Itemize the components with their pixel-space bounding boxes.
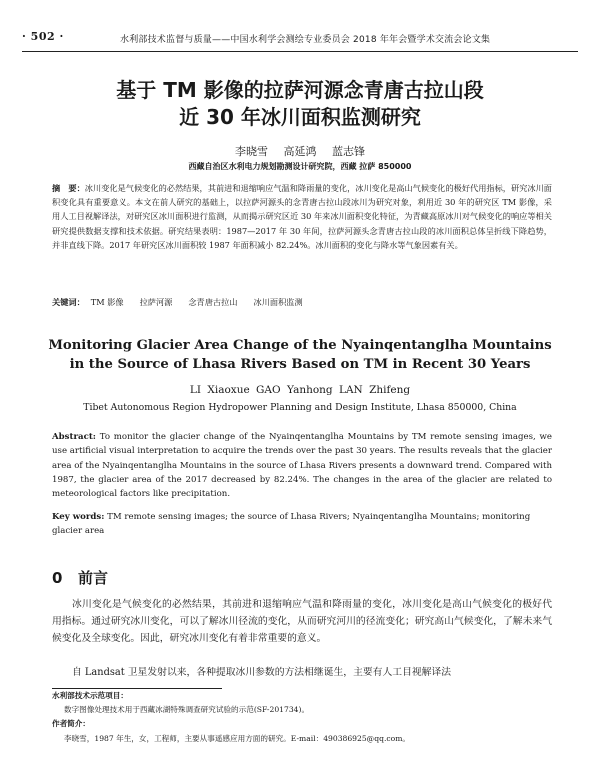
abstract-en-text: To monitor the glacier change of the Nyainqentanglha Mountains by TM remote sensing images, we use artificial visual interpretation to acquire the trends over the past 30 years. The results reveals that the glacier area of the Nyainqentanglha Mountains in the source of Lhasa Rivers presents a downward trend. Compared with 1987, the glacier area of the 2017 decreased by 82.24%. The changes in the area of the glacier are related to meteorological factors like precipitation.: [52, 432, 552, 500]
keywords-en: [52, 510, 552, 539]
keywords-en-text: TM remote sensing images; the source of Lhasa Rivers; Nyainqentanglha Mountains; monitoring glacier area: [52, 512, 531, 537]
section-title: 前言: [78, 569, 109, 587]
running-header: [22, 28, 578, 48]
keyword-cn: 冰川面积监测: [253, 297, 303, 307]
keyword-cn: TM 影像: [90, 297, 124, 307]
title-en-line1: Monitoring Glacier Area Change of the Nyainqentanglha Mountains: [48, 338, 552, 353]
section-number: 0: [52, 569, 63, 587]
abstract-cn-text: 冰川变化是气候变化的必然结果，其前进和退缩响应气温和降雨量的变化，冰川变化是高山气候变化的极好代用指标，研究冰川面积变化具有重要意义。本文在前人研究的基础上，以拉萨河源头的念青唐古拉山段冰川为研究对象，利用近 30 年的研究区 TM 影像，采用人工目视解译法，对研究区冰川面积进行监测，从而揭示研究区近 30 年来冰川面积变化特征，为青藏高原冰川对气候变化的响应等相关研究提供数据支撑和技术依据。研究结果表明：1987—2017 年 30 年间，拉萨河源头念青唐古拉山段的冰川面积总体呈折线下降趋势，并非直线下降。2017 年研究区冰川面积较 1987 年面积减小 82.24%。冰川面积的变化与降水等气象因素有关。: [52, 183, 552, 250]
header-rule: [22, 51, 578, 52]
keyword-cn: 念青唐古拉山: [188, 297, 238, 307]
section-paragraph-1: 冰川变化是气候变化的必然结果，其前进和退缩响应气温和降雨量的变化，冰川变化是高山气候变化的极好代用指标。通过研究冰川变化，可以了解冰川径流的变化，从而研究河川的径流变化；研究高山气候变化，了解未来气候变化及全球变化。因此，研究冰川变化有着非常重要的意义。: [52, 599, 552, 644]
journal-title: 水利部技术监督与质量——中国水利学会测绘专业委员会 2018 年年会暨学术交流会论文集: [120, 35, 491, 45]
affiliation-en: Tibet Autonomous Region Hydropower Planning and Design Institute, Lhasa 850000, China: [83, 402, 517, 413]
keywords-cn-label: 关键词：: [52, 297, 85, 307]
keywords-cn: [52, 295, 552, 309]
abstract-en-label: Abstract:: [52, 432, 96, 442]
footnote-author-label: 作者简介：: [52, 719, 90, 728]
section-heading: [52, 567, 108, 588]
title-cn-line2: 近 30 年冰川面积监测研究: [179, 105, 421, 129]
title-en-line2: in the Source of Lhasa Rivers Based on TM in Recent 30 Years: [69, 357, 531, 372]
affiliation-cn: 西藏自治区水利电力规划勘测设计研究院，西藏 拉萨 850000: [188, 162, 412, 171]
abstract-cn: [52, 181, 552, 252]
footnote-fund-label: 水利部技术示范项目：: [52, 691, 128, 700]
abstract-en: [52, 430, 552, 501]
title-cn-line1: 基于 TM 影像的拉萨河源念青唐古拉山段: [116, 78, 484, 102]
authors-en: LI Xiaoxue GAO Yanhong LAN Zhifeng: [189, 384, 411, 396]
keywords-en-label: Key words:: [52, 512, 105, 522]
page-number: · 502 ·: [22, 30, 64, 43]
authors-cn: 李晓雪 高延鸿 蓝志锋: [235, 145, 365, 158]
footnote-rule: [52, 688, 222, 689]
footnote-author-text: 李晓雪，1987 年生，女，工程师，主要从事遥感应用方面的研究。E-mail：490386925@qq.com。: [64, 734, 411, 743]
section-paragraph-2: 自 Landsat 卫星发射以来，各种提取冰川参数的方法相继诞生，主要有人工目视解译法: [72, 667, 452, 678]
keyword-cn: 拉萨河源: [139, 297, 173, 307]
footnote-fund-text: 数字图像处理技术用于西藏冰湖特殊调查研究试验的示范(SF-201734)。: [64, 705, 310, 714]
abstract-cn-label: 摘 要：: [52, 183, 85, 193]
